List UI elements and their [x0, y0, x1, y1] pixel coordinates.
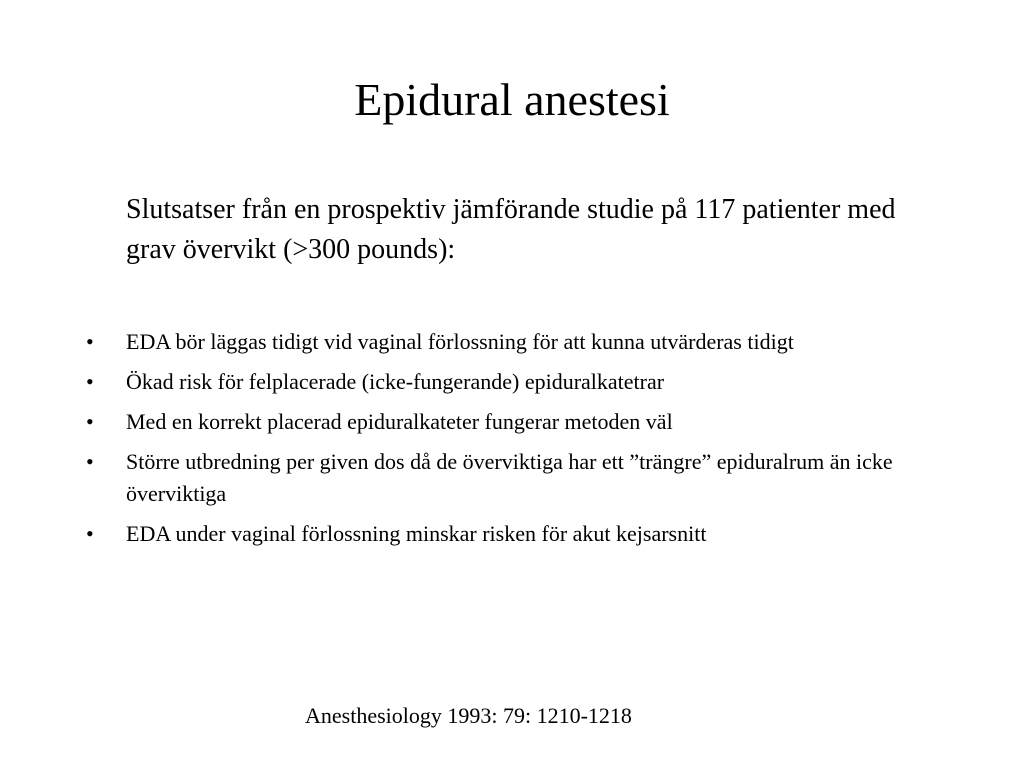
- bullet-text: EDA bör läggas tidigt vid vaginal förlossning för att kunna utvärderas tidigt: [126, 329, 794, 354]
- bullet-icon: •: [86, 369, 94, 394]
- bullet-list: [86, 326, 946, 558]
- bullet-item: [86, 326, 946, 358]
- bullet-text: Större utbredning per given dos då de överviktiga har ett ”trängre” epiduralrum än icke överviktiga: [126, 449, 893, 506]
- bullet-item: [86, 446, 946, 510]
- slide-title: Epidural anestesi: [354, 74, 670, 125]
- intro-text: Slutsatser från en prospektiv jämförande studie på 117 patienter med grav övervikt (>300 pounds):: [126, 194, 896, 265]
- bullet-item: [86, 366, 946, 398]
- bullet-icon: •: [86, 329, 94, 354]
- bullet-item: [86, 518, 946, 550]
- bullet-icon: •: [86, 521, 94, 546]
- bullet-text: Med en korrekt placerad epiduralkateter fungerar metoden väl: [126, 409, 673, 434]
- bullet-icon: •: [86, 409, 94, 434]
- bullet-text: EDA under vaginal förlossning minskar risken för akut kejsarsnitt: [126, 521, 707, 546]
- bullet-text: Ökad risk för felplacerade (icke-fungerande) epiduralkatetrar: [126, 369, 665, 394]
- bullet-icon: •: [86, 449, 94, 474]
- bullet-item: [86, 406, 946, 438]
- citation: Anesthesiology 1993: 79: 1210-1218: [305, 703, 632, 728]
